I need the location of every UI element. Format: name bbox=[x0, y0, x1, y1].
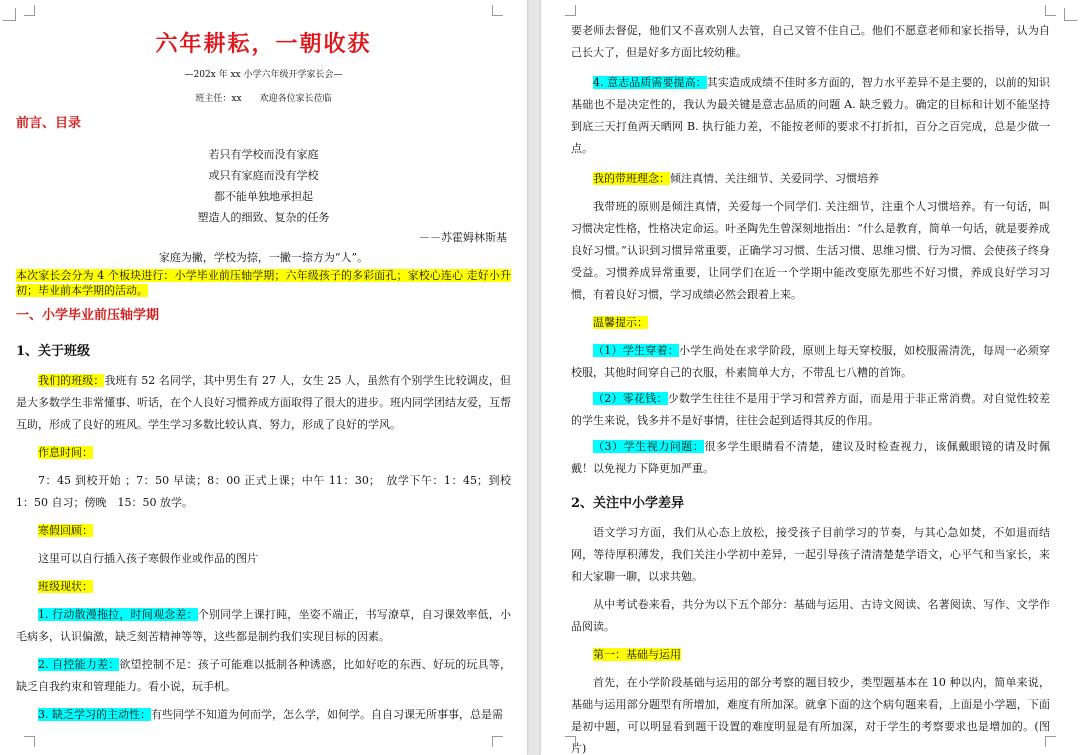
poem-line: 都不能单独地承担起 bbox=[214, 190, 313, 203]
tips-label: 温馨提示： bbox=[593, 316, 648, 329]
class-label: 我们的班级： bbox=[38, 374, 105, 387]
chinese-paragraph: 语文学习方面，我们从心态上放松，接受孩子目前学习的节奏，与其心急如焚，不如退而结网，等待厚积薄发，我们关注小学初中差异，一起引导孩子清清楚楚学语文，心平气和当家长，来和大家聊一聊，以求共勉。 bbox=[571, 526, 1050, 583]
teacher-line: 班主任：xx 欢迎各位家长莅临 bbox=[195, 94, 332, 104]
tip-3-text: 很多学生眼睛看不清楚，建议及时检查视力，该佩戴眼镜的请及时佩戴！以免视力下降更加严重。 bbox=[571, 440, 1051, 475]
status-item-2 bbox=[16, 654, 511, 698]
status-label: 班级现状： bbox=[38, 580, 93, 593]
part-1-label-row bbox=[571, 644, 1050, 666]
status-item-4 bbox=[571, 72, 1050, 160]
status-item-2-label: 2. 自控能力差： bbox=[38, 658, 120, 671]
status-item-1-label: 1. 行动散漫拖拉，时间观念差： bbox=[38, 608, 198, 621]
philosophy-paragraph: 我带班的原则是倾注真情，关爱每一个同学们. 关注细节，注重个人习惯培养。有一句话，叫习惯决定性格，性格决定命运。叶圣陶先生曾深刻地指出：“什么是教育，简单一句话，就是要养成良好习惯。”认识到习惯异常重要，正确学习习惯、生活习惯、思维习惯、行为习惯、会使孩子终身受益。习惯养成异常重要，让同学们在近一个学期中能改变原先那些不好习惯，养成良好学习习惯，有着良好习惯，学习成绩必然会跟着上来。 bbox=[571, 200, 1050, 301]
schedule-label-row bbox=[16, 442, 511, 464]
tip-1-text: 小学生尚处在求学阶段，原则上每天穿校服，如校服需清洗，每周一必须穿校服，其他时间穿自己的衣服，朴素简单大方，不带乱七八糟的首饰。 bbox=[571, 344, 1050, 379]
part-1-paragraph: 首先，在小学阶段基础与运用的部分考察的题目较少，类型题基本在 10 种以内，简单来说，基础与运用部分题型有所增加，难度有所加深。就拿下面的这个病句题来看，上面是小学题，下面是初中题，可以明显看到题干设置的难度明显是有所加深，对于学生的考察要求也是增加的。(图片) bbox=[571, 676, 1050, 755]
poem-line: 塑造人的细致、复杂的任务 bbox=[197, 211, 330, 224]
status-label-row bbox=[16, 576, 511, 598]
section-heading-1: 一、小学毕业前压轴学期 bbox=[16, 308, 160, 323]
philosophy-label: 我的带班理念： bbox=[593, 172, 670, 185]
page-corner-mark bbox=[1064, 8, 1077, 21]
status-item-1-text: 个别同学上课打盹，坐姿不端正，书写潦草，自习课效率低，小毛病多，认识偏激，缺乏刻苦精神等等，这些都是制约我们实现目标的因素。 bbox=[16, 608, 512, 643]
schedule-paragraph: 7：45 到校开始 ；7：50 早读；8：00 正式上课；中午 11：30； 放学下午：1：45；到校 1：50 自习；傍晚 15：50 放学。 bbox=[16, 474, 511, 509]
poem bbox=[16, 144, 511, 228]
tip-1-label: （1）学生穿着： bbox=[593, 344, 679, 357]
tip-3-label: （3）学生视力问题： bbox=[593, 440, 705, 453]
page-left-content bbox=[16, 0, 511, 726]
class-text: 我班有 52 名同学，其中男生有 27 人，女生 25 人，虽然有个别学生比较调皮，但是大多数学生非常懂事、听话，在个人良好习惯养成方面取得了很大的进步。班内同学团结友爱，互帮互助，形成了良好的班风。学生学习多数比较认真、努力，形成了良好的学风。 bbox=[16, 374, 512, 431]
status-item-4-label: 4. 意志品质需要提高： bbox=[593, 76, 707, 89]
philosophy-line bbox=[571, 168, 1050, 190]
page-right-content bbox=[571, 20, 1050, 755]
subsection-heading-class: 1、关于班级 bbox=[16, 344, 91, 359]
tip-2 bbox=[571, 388, 1050, 432]
class-paragraph bbox=[16, 370, 511, 436]
motto-line: 家庭为撇，学校为捺，一撇一捺方为“人”。 bbox=[158, 251, 369, 264]
overview-highlight: 本次家长会分为 4 个板块进行：小学毕业前压轴学期；六年级孩子的多彩面孔；家校心连心 走好小升初；毕业前本学期的活动。 bbox=[16, 269, 511, 297]
overview-paragraph bbox=[16, 268, 511, 298]
tips-label-row bbox=[571, 312, 1050, 334]
part-1-label: 第一：基础与运用 bbox=[593, 648, 681, 661]
status-item-1 bbox=[16, 604, 511, 648]
margin-mark bbox=[565, 5, 576, 16]
document-page-right bbox=[541, 0, 1080, 755]
philosophy-text: 倾注真情、关注细节、关爱同学、习惯培养 bbox=[670, 172, 879, 185]
page-corner-mark bbox=[3, 8, 16, 21]
status-item-3-text: 有些同学不知道为何而学，怎么学，如何学。自自习课无所事事，总是需 bbox=[151, 708, 503, 721]
tip-2-label: （2）零花钱： bbox=[593, 392, 668, 405]
exam-paragraph: 从中考试卷来看，共分为以下五个部分：基础与运用、古诗文阅读、名著阅读、写作、文学作品阅读。 bbox=[571, 598, 1050, 633]
schedule-label: 作息时间： bbox=[38, 446, 93, 459]
margin-mark bbox=[24, 736, 35, 747]
winter-label-row bbox=[16, 520, 511, 542]
winter-label: 寒假回顾： bbox=[38, 524, 93, 537]
tip-3 bbox=[571, 436, 1050, 480]
tip-1 bbox=[571, 340, 1050, 384]
poem-line: 或只有家庭而没有学校 bbox=[208, 169, 319, 182]
status-item-2-text: 欲望控制不足：孩子可能难以抵制各种诱惑，比如好吃的东西、好玩的玩具等，缺乏自我约束和管理能力。看小说，玩手机。 bbox=[16, 658, 511, 693]
poem-line: 若只有学校而没有家庭 bbox=[208, 148, 319, 161]
status-item-3-label: 3. 缺乏学习的主动性： bbox=[38, 708, 151, 721]
winter-paragraph: 这里可以自行插入孩子寒假作业或作品的图片 bbox=[38, 552, 258, 565]
status-item-4-text: 其实造成成绩不佳时多方面的，智力水平差异不是主要的，以前的知识基础也不是决定性的，我认为最关键是意志品质的问题 A. 缺乏毅力。确定的目标和计划不能坚持到底三天打鱼两天晒网 B. 执行能力差，不能按老师的要求不打折扣，百分之百完成，总是少做一点。 bbox=[571, 76, 1050, 155]
margin-mark bbox=[1045, 5, 1056, 16]
margin-mark bbox=[492, 736, 503, 747]
document-title: 六年耕耘，一朝收获 bbox=[155, 31, 372, 57]
document-page-left bbox=[0, 0, 527, 755]
poem-author: －－苏霍姆林斯基 bbox=[419, 231, 507, 244]
continuation-paragraph: 要老师去督促，他们又不喜欢别人去管，自己又管不住自己。他们不愿意老师和家长指导，认为自己长大了，但是好多方面比较幼稚。 bbox=[571, 24, 1050, 59]
subsection-heading-difference: 2、关注中小学差异 bbox=[571, 496, 685, 511]
tip-2-text: 少数学生往往不是用于学习和营养方面，而是用于非正常消费。对自觉性较差的学生来说，钱多并不是好事情，往往会起到适得其反的作用。 bbox=[571, 392, 1050, 427]
document-subtitle: —202x 年 xx 小学六年级开学家长会— bbox=[184, 70, 343, 80]
status-item-3 bbox=[16, 704, 511, 726]
heading-preface: 前言、目录 bbox=[16, 116, 82, 131]
